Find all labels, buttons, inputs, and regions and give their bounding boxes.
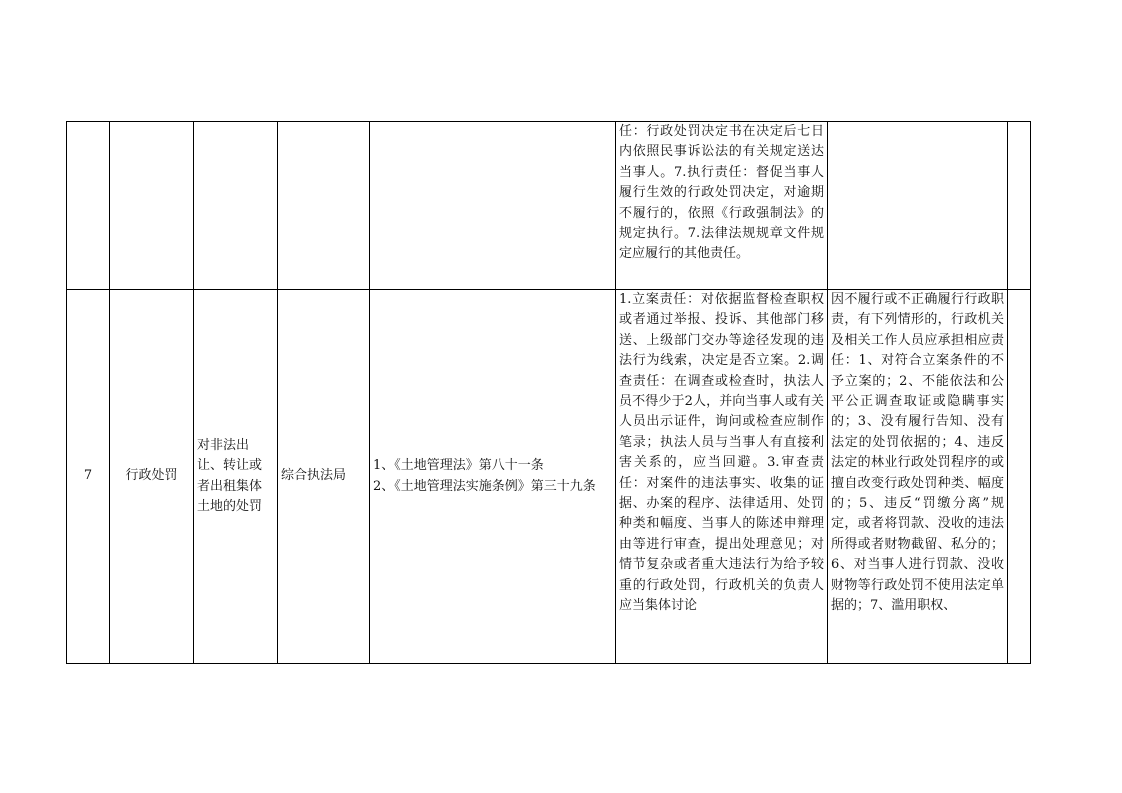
department-cell: 综合执法局 bbox=[278, 290, 370, 664]
legal-basis-cell bbox=[370, 122, 616, 290]
item-cell bbox=[194, 122, 278, 290]
item-cell: 对非法出让、转让或者出租集体土地的处罚 bbox=[194, 290, 278, 664]
category-cell: 行政处罚 bbox=[110, 290, 194, 664]
responsibility-table bbox=[66, 121, 1031, 664]
accountability-cell: 因不履行或不正确履行行政职责，有下列情形的，行政机关及相关工作人员应承担相应责任：1、对符合立案条件的不予立案的；2、不能依法和公平公正调查取证或隐瞒事实的；3、没有履行告知、没有法定的处罚依据的；4、违反法定的林业行政处罚程序的或擅自改变行政处罚种类、幅度的；5、违反“罚缴分离”规定，或者将罚款、没收的违法所得或者财物截留、私分的；6、对当事人进行罚款、没收财物等行政处罚不使用法定单据的；7、滥用职权、 bbox=[828, 290, 1008, 664]
legal-basis-cell: 1、《土地管理法》第八十一条 2、《土地管理法实施条例》第三十九条 bbox=[370, 290, 616, 664]
responsibility-cell: 1.立案责任：对依据监督检查职权或者通过举报、投诉、其他部门移送、上级部门交办等途径发现的违法行为线索，决定是否立案。2.调查责任：在调查或检查时，执法人员不得少于2人，并向当事人或有关人员出示证件，询问或检查应制作笔录；执法人员与当事人有直接利害关系的，应当回避。3.审查责任：对案件的违法事实、收集的证据、办案的程序、法律适用、处罚种类和幅度、当事人的陈述申辩理由等进行审查，提出处理意见；对情节复杂或者重大违法行为给予较重的行政处罚，行政机关的负责人应当集体讨论 bbox=[616, 290, 828, 664]
table-row bbox=[67, 290, 1031, 664]
accountability-cell bbox=[828, 122, 1008, 290]
remark-cell bbox=[1008, 122, 1031, 290]
category-cell bbox=[110, 122, 194, 290]
row-number-cell bbox=[67, 122, 110, 290]
department-cell bbox=[278, 122, 370, 290]
table-row bbox=[67, 122, 1031, 290]
remark-cell bbox=[1008, 290, 1031, 664]
responsibility-cell: 任：行政处罚决定书在决定后七日内依照民事诉讼法的有关规定送达当事人。7.执行责任：督促当事人履行生效的行政处罚决定，对逾期不履行的，依照《行政强制法》的规定执行。7.法律法规规章文件规定应履行的其他责任。 bbox=[616, 122, 828, 290]
row-number-cell: 7 bbox=[67, 290, 110, 664]
